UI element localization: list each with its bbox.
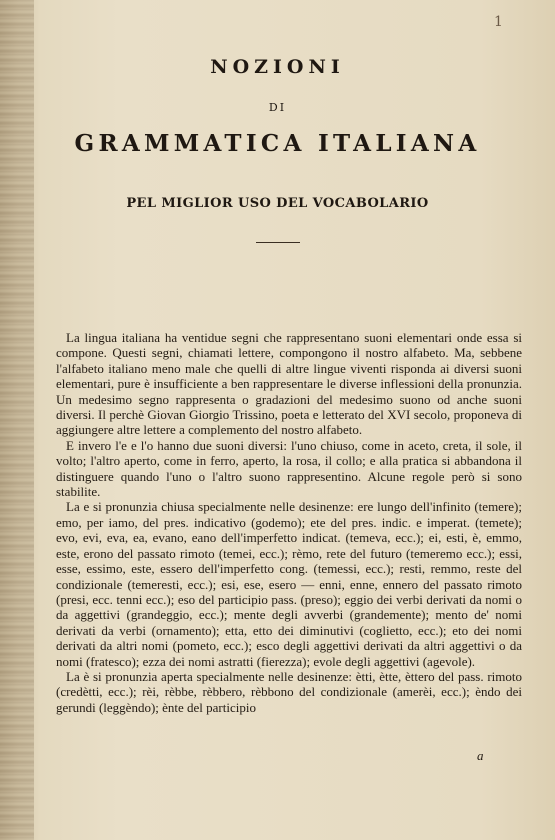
heading-di: DI <box>268 101 287 114</box>
body-text <box>56 330 522 715</box>
paragraph: E invero l'e e l'o hanno due suoni diversi: l'uno chiuso, come in aceto, creta, il sole, il volto; l'altro aperto, come in ferro, aperto, la rosa, il collo; e alla pratica si abbandona il distinguere quando l'uno o l'altro suono rappresentino. Alcune regole però si sono stabilite. <box>56 437 522 500</box>
paragraph: La lingua italiana ha ventidue segni che rappresentano suoni elementari onde essa si compone. Questi segni, chiamati lettere, compongono il nostro alfabeto. Ma, sebbene l'alfabeto italiano meno male che quelli di altre lingue viventi risponda ai diversi suoni elementari, pure è insufficiente a ben rappresentare le diverse inflessioni della pronunzia. Un medesimo segno rappresenta o gradazioni del medesimo suono od anche suoni diversi. Il perchè Giovan Giorgio Trissino, poeta e letterato del XVI secolo, proponeva di aggiungere altre lettere a complemento del nostro alfabeto. <box>56 330 522 438</box>
page-spine-edge <box>0 0 34 840</box>
paragraph: La è si pronunzia aperta specialmente nelle desinenze: ètti, ètte, èttero del pass. rimoto (credètti, ecc.); rèi, rèbbe, rèbbero, rèbbono del condizionale (amerèi, ecc.); èndo dei gerundi (leggèndo); ènte del participio <box>56 668 522 715</box>
heading-nozioni: NOZIONI <box>210 56 345 78</box>
title-divider <box>256 242 300 243</box>
heading-subtitle: PEL MIGLIOR USO DEL VOCABOLARIO <box>126 196 429 211</box>
paragraph: La e si pronunzia chiusa specialmente nelle desinenze: ere lungo dell'infinito (temere); emo, per iamo, del pres. indicativo (godemo); ete del pres. indic. e imperat. (temete); evo, evi, eva, ea, evano, eano dell'imperfetto indicat. (temeva, ecc.); ei, esti, è, emmo, este, erono del passato rimoto (temei, ecc.); rèmo, rete del futuro (temeremo ecc.); essi, esse, essimo, este, essero dell'imperfetto cong. (temessi, ecc.); resti, remmo, reste del condizionale (temeresti, ecc.); esi, ese, esero — enni, enne, ennero del passato rimoto (presi, ecc. tenni ecc.); eso del participio pass. (preso); eggio dei verbi derivati da nomi o da aggettivi (grandeggio, ecc.); mente degli avverbi (grandemente); mento de' nomi derivati da verbi (ornamento); etta, etto dei diminutivi (coglietto, ecc.); eto dei nomi derivati da altri nomi (pometo, ecc.); esco degli aggettivi derivati da altri aggettivi o da nomi (fratesco); ezza dei nomi astratti (fierezza); evole degli aggettivi (agevole). <box>56 499 522 669</box>
heading-grammatica-italiana: GRAMMATICA ITALIANA <box>74 130 481 157</box>
page-mark: 1 <box>494 14 503 30</box>
catchword: a <box>477 748 484 763</box>
